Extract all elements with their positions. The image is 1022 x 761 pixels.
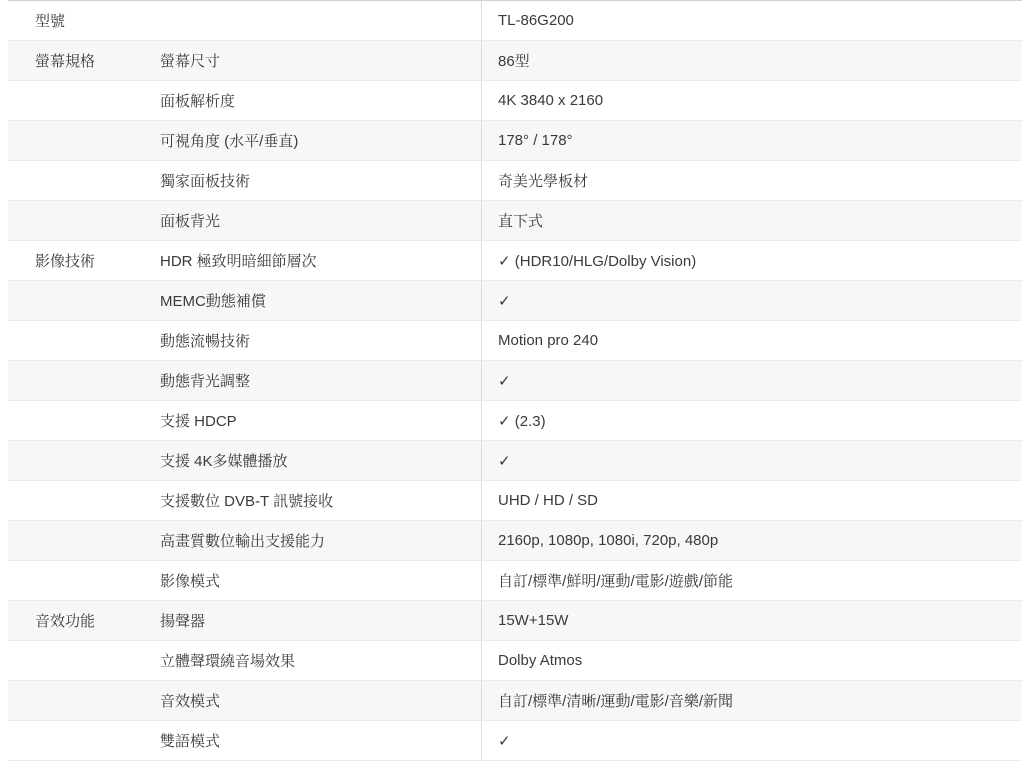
spec-item-cell: 螢幕尺寸	[160, 53, 221, 70]
table-row	[8, 561, 1022, 601]
table-row	[8, 521, 1022, 561]
spec-category-cell	[8, 81, 160, 120]
table-row	[8, 161, 1022, 201]
table-row	[8, 121, 1022, 161]
spec-category-cell: 音效功能	[35, 613, 96, 630]
spec-category-cell: 影像技術	[35, 253, 96, 270]
spec-category-cell	[8, 401, 160, 440]
spec-item-cell: 獨家面板技術	[160, 173, 251, 190]
table-row	[8, 401, 1022, 441]
table-row	[8, 441, 1022, 481]
spec-item-cell: MEMC動態補償	[160, 293, 266, 310]
spec-item-cell: 音效模式	[160, 693, 221, 710]
spec-category-cell	[8, 721, 160, 760]
spec-category-cell	[8, 321, 160, 360]
spec-value-cell: 自訂/標準/清晰/運動/電影/音樂/新聞	[481, 681, 1022, 720]
spec-category-cell	[8, 281, 160, 320]
table-row	[8, 681, 1022, 721]
spec-category-cell	[8, 681, 160, 720]
spec-value-cell: 奇美光學板材	[481, 161, 1022, 200]
spec-item-cell: 可視角度 (水平/垂直)	[160, 133, 299, 150]
spec-value-cell: ✓	[481, 721, 1022, 760]
spec-value-cell: 直下式	[481, 201, 1022, 240]
spec-category-cell: 型號	[35, 13, 66, 30]
spec-value-cell: ✓ (HDR10/HLG/Dolby Vision)	[481, 241, 1022, 280]
spec-category-cell	[8, 161, 160, 200]
table-row	[8, 361, 1022, 401]
spec-category-cell	[8, 561, 160, 600]
spec-value-cell: 自訂/標準/鮮明/運動/電影/遊戲/節能	[481, 561, 1022, 600]
spec-table	[8, 0, 1022, 761]
spec-category-cell	[8, 441, 160, 480]
table-row	[8, 641, 1022, 681]
spec-item-cell: 面板解析度	[160, 93, 236, 110]
spec-value-cell: ✓	[481, 361, 1022, 400]
spec-item-cell: 支援數位 DVB-T 訊號接收	[160, 493, 334, 510]
table-row	[8, 1, 1022, 41]
spec-category-cell	[8, 201, 160, 240]
spec-value-cell: 86型	[481, 41, 1022, 80]
spec-value-cell: ✓	[481, 281, 1022, 320]
spec-value-cell: 2160p, 1080p, 1080i, 720p, 480p	[481, 521, 1022, 560]
spec-item-cell	[160, 1, 481, 40]
spec-value-cell: TL-86G200	[481, 1, 1022, 40]
spec-category-cell	[8, 641, 160, 680]
table-row	[8, 481, 1022, 521]
table-row	[8, 241, 1022, 281]
spec-category-cell	[8, 121, 160, 160]
spec-item-cell: 動態流暢技術	[160, 333, 251, 350]
table-row	[8, 281, 1022, 321]
spec-value-cell: ✓ (2.3)	[481, 401, 1022, 440]
spec-item-cell: 揚聲器	[160, 613, 206, 630]
spec-value-cell: Dolby Atmos	[481, 641, 1022, 680]
spec-item-cell: 動態背光調整	[160, 373, 251, 390]
spec-value-cell: 4K 3840 x 2160	[481, 81, 1022, 120]
spec-value-cell: ✓	[481, 441, 1022, 480]
spec-value-cell: Motion pro 240	[481, 321, 1022, 360]
spec-item-cell: 高畫質數位輸出支援能力	[160, 533, 326, 550]
spec-category-cell	[8, 481, 160, 520]
spec-item-cell: 面板背光	[160, 213, 221, 230]
spec-category-cell: 螢幕規格	[35, 53, 96, 70]
table-row	[8, 721, 1022, 761]
spec-value-cell: UHD / HD / SD	[481, 481, 1022, 520]
spec-item-cell: 影像模式	[160, 573, 221, 590]
spec-item-cell: 雙語模式	[160, 733, 221, 750]
spec-item-cell: HDR 極致明暗細節層次	[160, 253, 317, 270]
spec-value-cell: 15W+15W	[481, 601, 1022, 640]
spec-category-cell	[8, 521, 160, 560]
table-row	[8, 41, 1022, 81]
table-row	[8, 321, 1022, 361]
spec-item-cell: 支援 HDCP	[160, 413, 237, 430]
table-row	[8, 201, 1022, 241]
spec-category-cell	[8, 361, 160, 400]
spec-value-cell: 178° / 178°	[481, 121, 1022, 160]
table-row	[8, 81, 1022, 121]
spec-item-cell: 支援 4K多媒體播放	[160, 453, 288, 470]
table-row	[8, 601, 1022, 641]
spec-item-cell: 立體聲環繞音場效果	[160, 653, 296, 670]
